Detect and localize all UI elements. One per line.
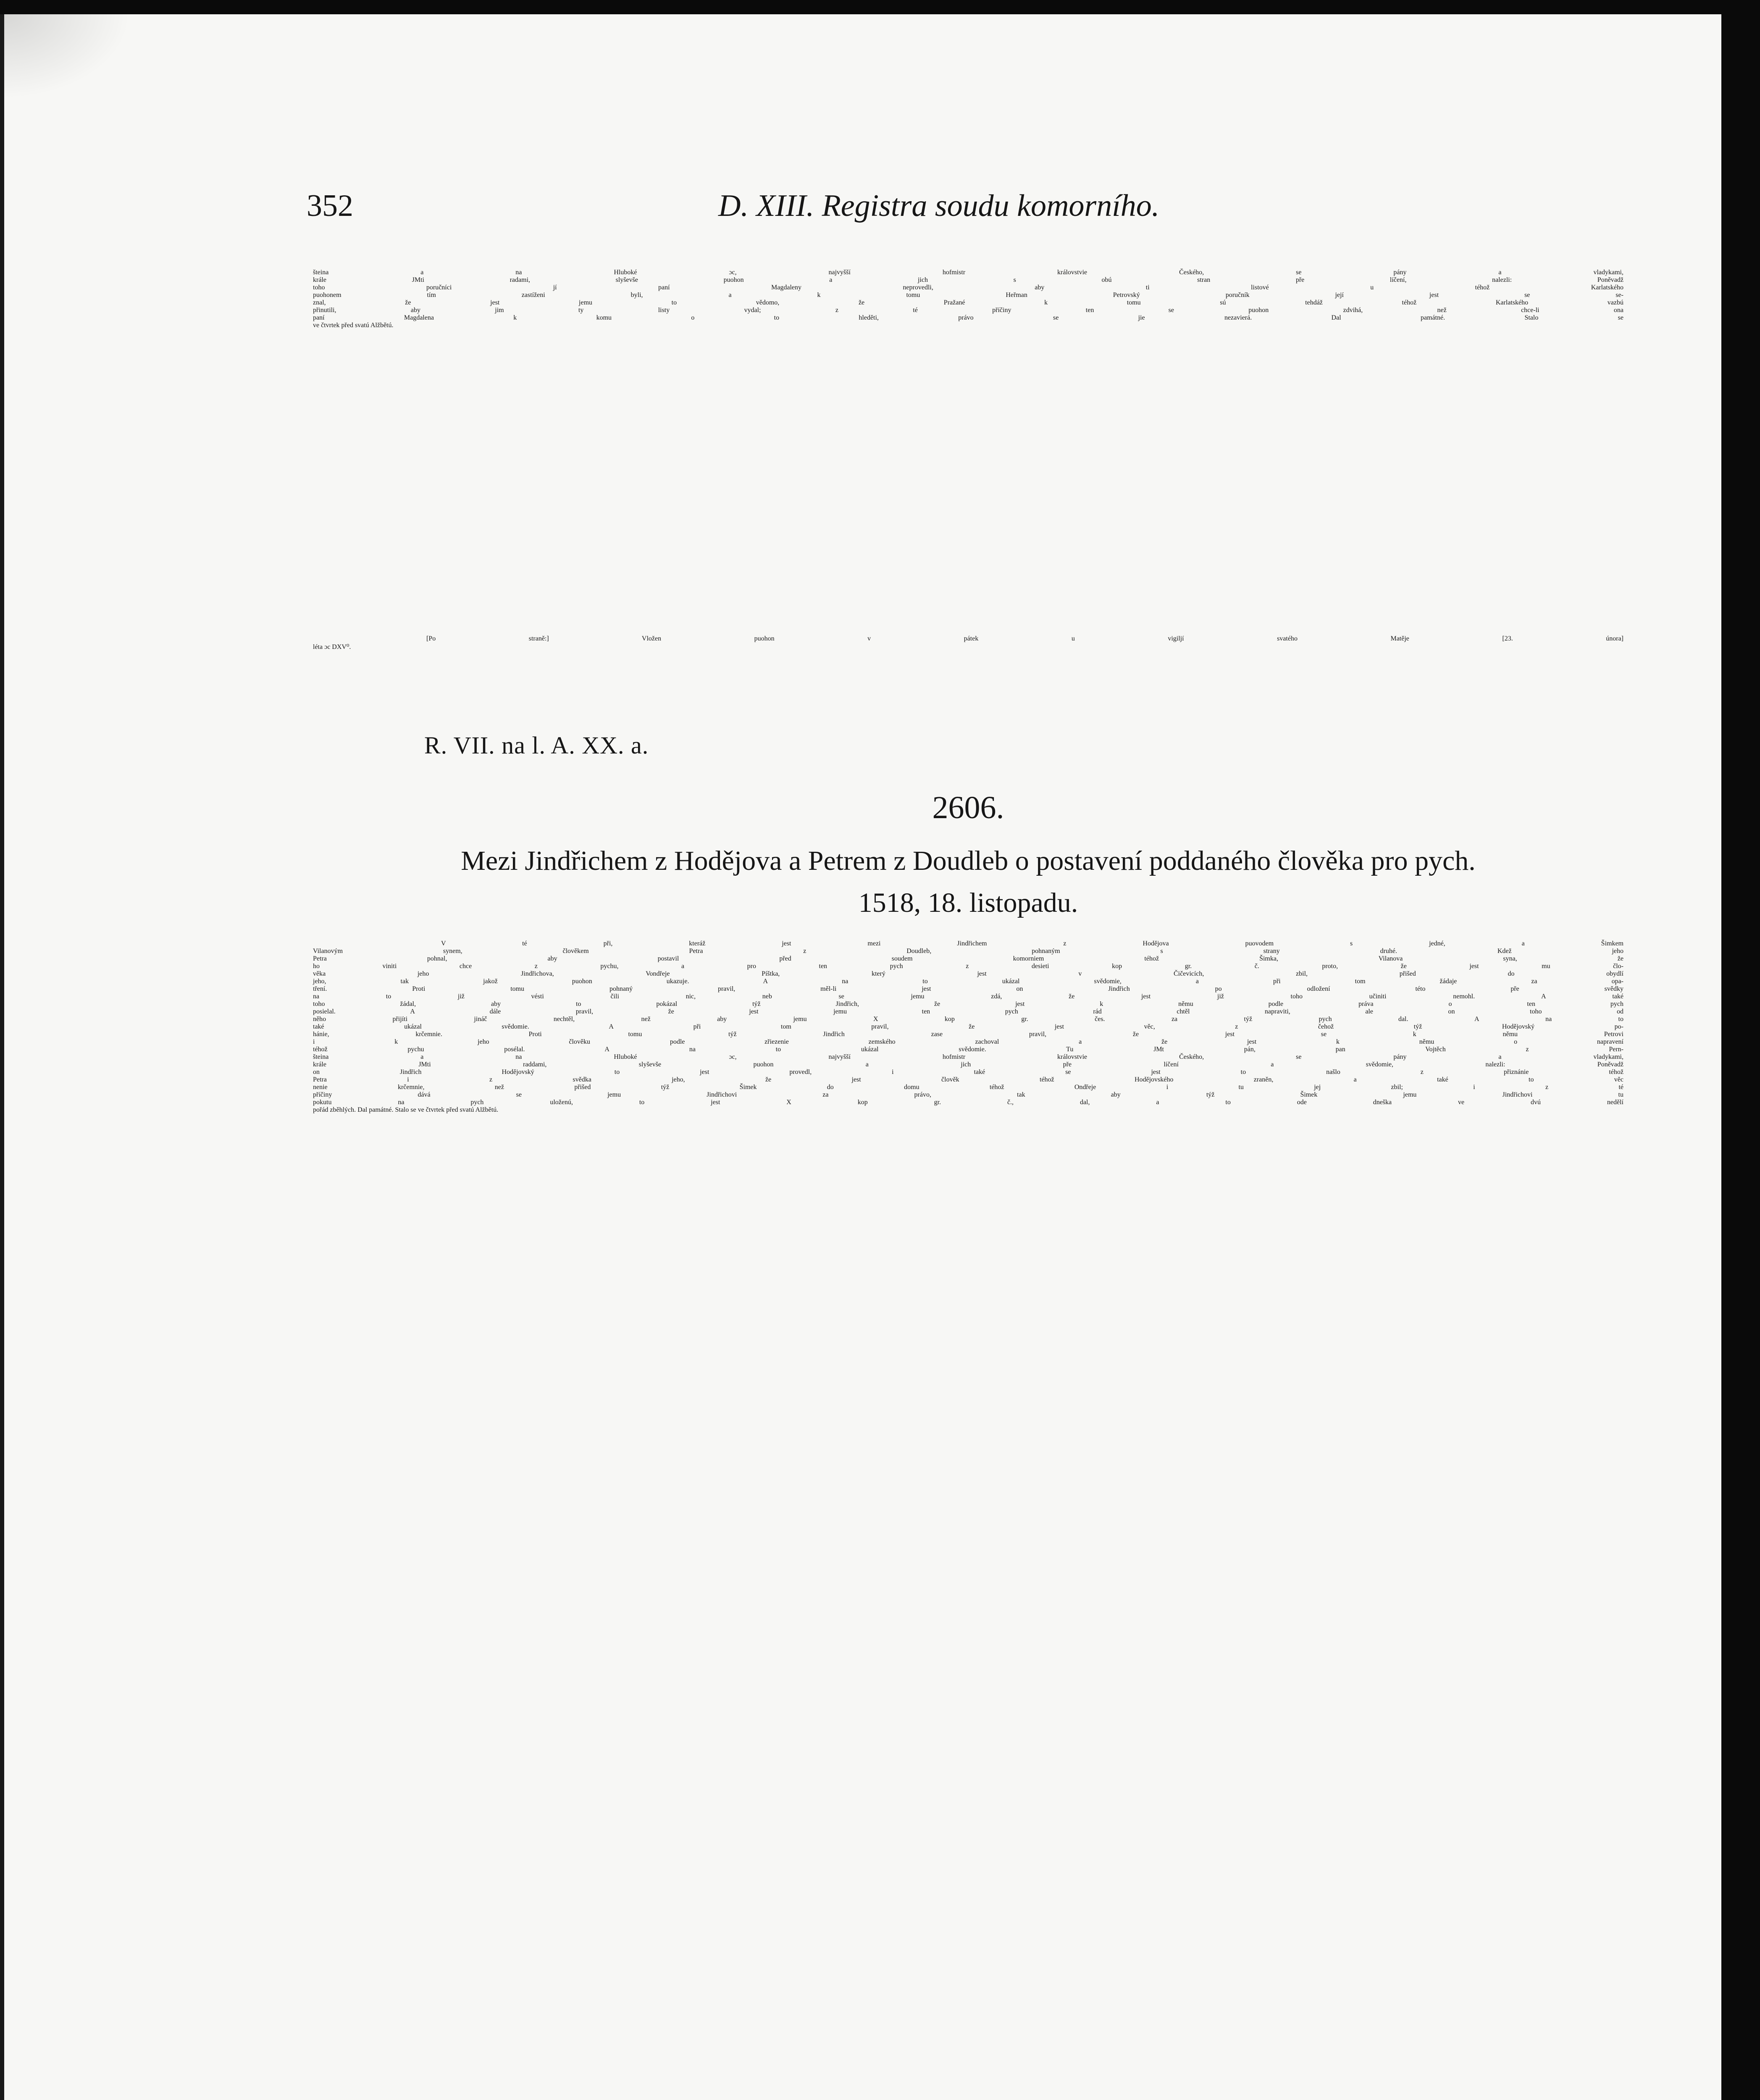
document-title xyxy=(313,840,1623,924)
text-line: pokutu na pych uloženú, to jest X kop gr. č., dal, a to ode dneška ve dvú nedělí xyxy=(313,1099,1623,1106)
scan-border-top xyxy=(0,0,1760,14)
text-line: [Po straně:] Vložen puohon v pátek u vigiljí svatého Matěje [23. února] xyxy=(426,635,1623,642)
text-line: příčiny dává se jemu Jindřichovi za právo, tak aby týž Šimek jemu Jindřichovi tu xyxy=(313,1091,1623,1098)
text-line: ve čtvrtek před svatú Alžbětú. xyxy=(313,322,394,329)
text-line: něho přijíti jináč nechtěl, než aby jemu X kop gr. čes. za týž pych dal. A na to xyxy=(313,1016,1623,1023)
text-line: krále JMti raddami, slyševše puohon a jich pře líčení a svědomie, nalezli: Poněvadž xyxy=(313,1061,1623,1068)
text-line: puohonem tím zastíženi byli, a k tomu Heřman Petrovský poručník její jest se se- xyxy=(313,291,1623,299)
text-line: i k jeho člověku podle zřiezenie zemského zachoval a že jest k němu o napravení xyxy=(313,1038,1623,1045)
document-number: 2606. xyxy=(932,790,1004,825)
text-line: jeho, tak jakož puohon ukazuje. A na to ukázal svědomie, a při tom žádaje za opa- xyxy=(313,978,1623,985)
running-title: D. XIII. Registra soudu komorního. xyxy=(718,189,1160,223)
text-line: také ukázal svědomie. A při tom pravil, že jest věc, z čehož týž Hodějovský po- xyxy=(313,1023,1623,1030)
document-title-text: Mezi Jindřichem z Hodějova a Petrem z Doudleb o postavení poddaného člověka pro pych. xyxy=(461,845,1476,876)
text-line: věka jeho Jindřichova, Vondřeje Píštka, který jest v Čičevicích, zbil, přišed do obydlí xyxy=(313,970,1623,977)
text-line: pořád zběhlých. Dal památné. Stalo se ve čtvrtek před svatú Alžbětú. xyxy=(313,1106,499,1113)
page-number: 352 xyxy=(307,189,353,223)
text-line: znal, že jest jemu to vědomo, že Pražané k tomu sú tehdáž téhož Karlatského vazbú xyxy=(313,299,1623,306)
text-line: krále JMti radami, slyševše puohon a jich s obú stran pře líčení, nalezli: Poněvadž xyxy=(313,276,1623,284)
text-line: paní Magdalena k komu o to hleděti, právo se jie nezavierá. Dal památné. Stalo se xyxy=(313,314,1623,321)
continuation-paragraph xyxy=(313,269,1623,329)
text-line: Vilanovým synem, člověkem Petra z Doudleb, pohnaným s strany druhé. Kdež jeho xyxy=(313,948,1623,955)
text-line: on Jindřich Hodějovský to jest provedl, i také se jest to našlo z přiznánie téhož xyxy=(313,1068,1623,1076)
text-line: Petra pohnal, aby postavil před soudem komorniem téhož Šimka, Vilanova syna, že xyxy=(313,955,1623,962)
marginal-note xyxy=(313,635,1623,651)
text-line: přinutili, aby jim ty listy vydal; z té příčiny ten se puohon zdvihá, než chce-li ona xyxy=(313,307,1623,314)
corner-stain xyxy=(4,14,130,98)
text-line: šteina a na Hluboké ɔc, najvyšší hofmistr královstvie Českého, se pány a vladykami, xyxy=(313,269,1623,276)
text-line: hánie, krčemnie. Proti tomu týž Jindřich zase pravil, že jest se k němu Petrovi xyxy=(313,1031,1623,1038)
scan-border-left xyxy=(0,0,4,2100)
text-line: téhož pychu posélal. A na to ukázal svědomie. Tu JMt pán, pan Vojtěch z Pern- xyxy=(313,1046,1623,1053)
main-paragraph xyxy=(313,940,1623,1114)
archive-reference: R. VII. na l. A. XX. a. xyxy=(424,732,649,759)
text-line: posielal. A dále pravil, že jest jemu ten pych rád chtěl napraviti, ale on toho od xyxy=(313,1008,1623,1015)
text-line: tření. Proti tomu pohnaný pravil, měl-li jest on Jindřich po odložení této pře svědky xyxy=(313,985,1623,992)
text-line: léta ɔc DXV⁰. xyxy=(313,643,351,651)
text-line: toho poručníci jí paní Magdaleny neprovedli, aby ti listové u téhož Karlatského xyxy=(313,284,1623,291)
text-line: ho viniti chce z pychu, a pro ten pych z desieti kop gr. č. proto, že jest mu člo- xyxy=(313,963,1623,970)
text-line: V té při, kteráž jest mezi Jindřichem z Hodějova puovodem s jedné, a Šimkem xyxy=(441,940,1623,947)
document-date: 1518, 18. listopadu. xyxy=(858,887,1078,918)
text-line: nenie krčemnie, než přišed týž Šimek do domu téhož Ondřeje i tu jej zbil; i z té xyxy=(313,1084,1623,1091)
text-line: Petra i z svědka jeho, že jest člověk téhož Hodějovského zraněn, a také to věc xyxy=(313,1076,1623,1083)
scan-border-right xyxy=(1721,0,1760,2100)
text-line: šteina a na Hluboké ɔc, najvyšší hofmistr královstvie Českého, se pány a vladykami, xyxy=(313,1053,1623,1060)
text-line: na to již vésti čili nic, neb se jemu zdá, že jest již toho učiniti nemohl. A také xyxy=(313,993,1623,1000)
text-line: toho žádal, aby to pokázal týž Jindřich, že jest k němu podle práva o ten pych xyxy=(313,1000,1623,1008)
page-header xyxy=(307,188,1218,234)
